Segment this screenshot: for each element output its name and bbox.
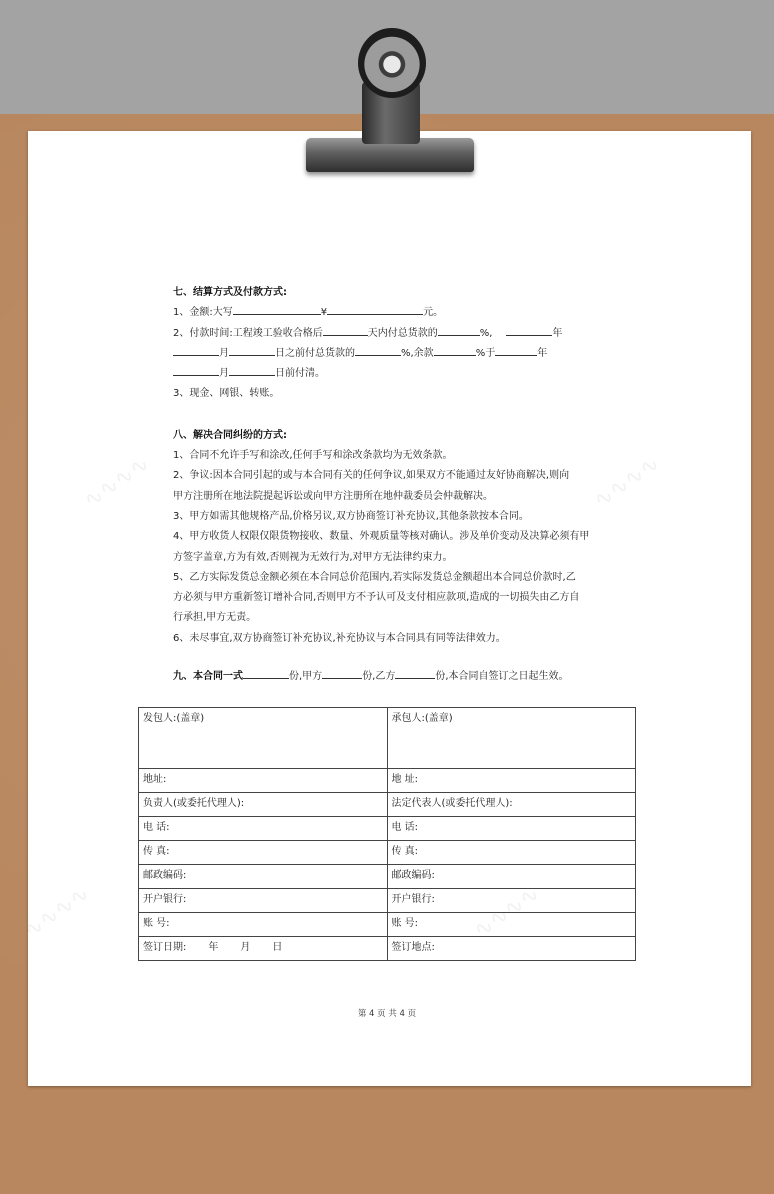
blank	[233, 304, 321, 315]
account-cell: 账 号:	[139, 913, 388, 937]
text: 月	[219, 347, 229, 359]
postcode-cell: 邮政编码:	[387, 865, 636, 889]
dispute-line: 方必须与甲方重新签订增补合同,否则甲方不予认可及支付相应款项,造成的一切损失由乙方自	[173, 592, 580, 604]
account-cell: 账 号:	[387, 913, 636, 937]
address-cell: 地址:	[139, 769, 388, 793]
section-heading: 九、本合同一式	[173, 671, 243, 683]
dispute-line: 5、乙方实际发货总金额必须在本合同总价范围内,若实际发货总金额超出本合同总价款时,乙	[173, 571, 576, 583]
dispute-line: 6、未尽事宜,双方协商签订补充协议,补充协议与本合同具有同等法律效力。	[173, 632, 506, 644]
section9-line	[173, 667, 613, 687]
document-body	[173, 283, 613, 687]
bank-cell: 开户银行:	[139, 889, 388, 913]
text: 份,乙方	[362, 671, 396, 683]
payment-time-line-3	[173, 364, 613, 384]
day-label: 日	[272, 942, 283, 953]
text: 日之前付总货款的	[275, 347, 355, 359]
postcode-cell: 邮政编码:	[139, 865, 388, 889]
blank	[322, 668, 362, 679]
payment-time-line-2	[173, 344, 613, 364]
blank	[495, 345, 537, 356]
blank	[173, 345, 219, 356]
blank	[327, 304, 423, 315]
text: 1、金额:大写	[173, 307, 233, 319]
signature-table	[138, 707, 636, 961]
dispute-line: 2、争议:因本合同引起的或与本合同有关的任何争议,如果双方不能通过友好协商解决,则向	[173, 470, 570, 482]
blank	[355, 345, 401, 356]
text: 元。	[423, 307, 444, 319]
phone-cell: 电 话:	[387, 817, 636, 841]
payment-method: 3、现金、网银、转账。	[173, 388, 280, 400]
blank	[438, 325, 480, 336]
page-number: 第 4 页 共 4 页	[357, 1009, 417, 1019]
sign-date-label: 签订日期:	[143, 942, 187, 953]
amount-line	[173, 303, 613, 323]
text: 年	[552, 327, 563, 339]
text: 份,甲方	[289, 671, 323, 683]
dispute-line: 3、甲方如需其他规格产品,价格另议,双方协商签订补充协议,其他条款按本合同。	[173, 510, 529, 522]
clip-ring	[358, 28, 426, 98]
text: 2、付款时间:工程竣工验收合格后	[173, 327, 323, 339]
contractor-seal-cell: 发包人:(盖章)	[139, 708, 388, 769]
text: 份,本合同自签订之日起生效。	[435, 671, 569, 683]
fax-cell: 传 真:	[387, 841, 636, 865]
blank	[395, 668, 435, 679]
representative-cell: 负责人(或委托代理人):	[139, 793, 388, 817]
dispute-line: 1、合同不允许手写和涂改,任何手写和涂改条款均为无效条款。	[173, 450, 453, 462]
bank-cell: 开户银行:	[387, 889, 636, 913]
payment-time-line-1	[173, 324, 613, 344]
representative-cell: 法定代表人(或委托代理人):	[387, 793, 636, 817]
text: 日前付清。	[275, 368, 325, 380]
dispute-line: 甲方注册所在地法院提起诉讼或向甲方注册所在地仲裁委员会仲裁解决。	[173, 490, 493, 502]
phone-cell: 电 话:	[139, 817, 388, 841]
blank	[506, 325, 552, 336]
text: 年	[537, 347, 548, 359]
sign-date-cell	[139, 937, 388, 961]
year-label: 年	[208, 942, 219, 953]
section-heading: 八、解决合同纠纷的方式:	[173, 429, 287, 441]
dispute-line: 4、甲方收货人权限仅限货物接收、数量、外观质量等核对确认。涉及单价变动及决算必须有甲	[173, 531, 590, 543]
text: %于	[475, 347, 496, 359]
subcontractor-seal-cell: 承包人:(盖章)	[387, 708, 636, 769]
text: 月	[219, 368, 229, 380]
section-heading: 七、结算方式及付款方式:	[173, 287, 287, 298]
dispute-line: 方签字盖章,方为有效,否则视为无效行为,对甲方无法律约束力。	[173, 551, 453, 563]
text: ¥	[320, 307, 328, 319]
blank	[173, 365, 219, 376]
blank	[434, 345, 476, 356]
address-cell: 地 址:	[387, 769, 636, 793]
blank	[229, 365, 275, 376]
text: %,余款	[401, 347, 434, 359]
month-label: 月	[240, 942, 251, 953]
blank	[243, 668, 289, 679]
text: %,	[479, 327, 493, 339]
blank	[229, 345, 275, 356]
sign-place-cell: 签订地点:	[387, 937, 636, 961]
fax-cell: 传 真:	[139, 841, 388, 865]
text: 天内付总货款的	[367, 327, 438, 339]
dispute-line: 行承担,甲方无责。	[173, 612, 257, 624]
blank	[323, 325, 368, 336]
